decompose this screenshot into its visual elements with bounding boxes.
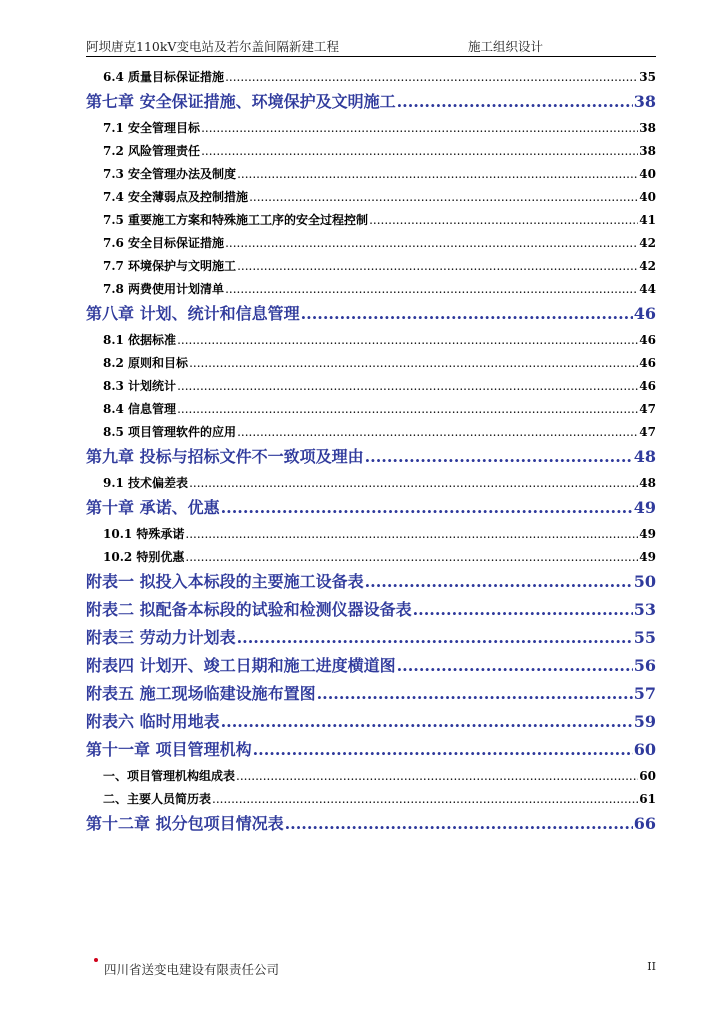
table-of-contents <box>86 62 656 835</box>
toc-entry-title: 8.2 原则和目标 <box>103 356 189 370</box>
toc-entry-page: 59 <box>633 712 656 731</box>
toc-entry-title: 附表六 临时用地表 <box>86 712 220 731</box>
toc-leader-dots <box>397 655 633 677</box>
toc-chapter-entry[interactable] <box>86 738 656 761</box>
toc-leader-dots <box>189 355 638 371</box>
toc-leader-dots <box>285 813 633 835</box>
toc-section-entry[interactable] <box>86 761 656 784</box>
toc-entry-page: 48 <box>639 476 656 490</box>
toc-entry-page: 57 <box>633 684 656 703</box>
toc-section-entry[interactable] <box>86 468 656 491</box>
toc-chapter-entry[interactable] <box>86 812 656 835</box>
toc-entry-page: 60 <box>639 769 656 783</box>
page-footer <box>86 957 656 977</box>
header-document-type: 施工组织设计 <box>468 39 544 54</box>
toc-entry-title: 第七章 安全保证措施、环境保护及文明施工 <box>86 92 396 111</box>
toc-entry-title: 附表五 施工现场临建设施布置图 <box>86 684 316 703</box>
toc-chapter-entry[interactable] <box>86 496 656 519</box>
toc-entry-title: 10.2 特别优惠 <box>103 550 185 564</box>
toc-leader-dots <box>369 212 638 228</box>
toc-chapter-entry[interactable] <box>86 598 656 621</box>
toc-leader-dots <box>212 791 638 807</box>
toc-section-entry[interactable] <box>86 228 656 251</box>
toc-entry-page: 49 <box>639 527 656 541</box>
toc-entry-title: 一、项目管理机构组成表 <box>103 769 236 783</box>
toc-section-entry[interactable] <box>86 371 656 394</box>
toc-entry-page: 61 <box>639 792 656 806</box>
toc-section-entry[interactable] <box>86 274 656 297</box>
footer-page-number: II <box>647 960 656 973</box>
toc-leader-dots <box>221 711 633 733</box>
toc-chapter-entry[interactable] <box>86 445 656 468</box>
toc-leader-dots <box>185 526 638 542</box>
toc-entry-title: 7.8 两费使用计划清单 <box>103 282 225 296</box>
toc-entry-page: 48 <box>633 447 656 466</box>
toc-entry-page: 41 <box>639 213 656 227</box>
toc-entry-title: 9.1 技术偏差表 <box>103 476 189 490</box>
toc-leader-dots <box>365 446 633 468</box>
toc-entry-title: 二、主要人员简历表 <box>103 792 212 806</box>
toc-chapter-entry[interactable] <box>86 90 656 113</box>
toc-entry-title: 附表一 拟投入本标段的主要施工设备表 <box>86 572 364 591</box>
toc-section-entry[interactable] <box>86 417 656 440</box>
toc-entry-title: 7.6 安全目标保证措施 <box>103 236 225 250</box>
toc-leader-dots <box>317 683 633 705</box>
toc-entry-page: 60 <box>633 740 656 759</box>
toc-entry-page: 49 <box>639 550 656 564</box>
toc-leader-dots <box>185 549 638 565</box>
toc-chapter-entry[interactable] <box>86 570 656 593</box>
toc-entry-title: 第八章 计划、统计和信息管理 <box>86 304 300 323</box>
toc-entry-page: 47 <box>639 425 656 439</box>
toc-entry-page: 40 <box>639 190 656 204</box>
toc-section-entry[interactable] <box>86 113 656 136</box>
toc-chapter-entry[interactable] <box>86 710 656 733</box>
toc-section-entry[interactable] <box>86 159 656 182</box>
toc-leader-dots <box>397 91 633 113</box>
toc-entry-title: 10.1 特殊承诺 <box>103 527 185 541</box>
toc-section-entry[interactable] <box>86 325 656 348</box>
toc-section-entry[interactable] <box>86 542 656 565</box>
toc-section-entry[interactable] <box>86 182 656 205</box>
toc-leader-dots <box>365 571 633 593</box>
toc-leader-dots <box>177 332 638 348</box>
toc-entry-title: 8.1 依据标准 <box>103 333 177 347</box>
toc-entry-title: 附表二 拟配备本标段的试验和检测仪器设备表 <box>86 600 412 619</box>
toc-entry-page: 50 <box>633 572 656 591</box>
toc-leader-dots <box>301 303 633 325</box>
footer-bullet-icon <box>94 958 98 962</box>
toc-section-entry[interactable] <box>86 784 656 807</box>
toc-leader-dots <box>177 401 638 417</box>
toc-leader-dots <box>221 497 633 519</box>
page-header <box>86 38 656 57</box>
toc-entry-page: 38 <box>633 92 656 111</box>
toc-entry-title: 附表三 劳动力计划表 <box>86 628 236 647</box>
toc-entry-title: 附表四 计划开、竣工日期和施工进度横道图 <box>86 656 396 675</box>
toc-entry-page: 46 <box>639 333 656 347</box>
toc-chapter-entry[interactable] <box>86 682 656 705</box>
toc-leader-dots <box>225 281 638 297</box>
toc-section-entry[interactable] <box>86 251 656 274</box>
toc-leader-dots <box>177 378 638 394</box>
toc-section-entry[interactable] <box>86 136 656 159</box>
toc-leader-dots <box>237 166 638 182</box>
toc-leader-dots <box>201 120 638 136</box>
toc-entry-page: 46 <box>633 304 656 323</box>
toc-entry-title: 7.1 安全管理目标 <box>103 121 201 135</box>
toc-entry-title: 6.4 质量目标保证措施 <box>103 70 225 84</box>
toc-chapter-entry[interactable] <box>86 302 656 325</box>
toc-entry-title: 7.2 风险管理责任 <box>103 144 201 158</box>
toc-entry-page: 44 <box>639 282 656 296</box>
toc-entry-page: 46 <box>639 379 656 393</box>
toc-chapter-entry[interactable] <box>86 626 656 649</box>
header-project-title: 阿坝唐克110kV变电站及若尔盖间隔新建工程 <box>86 39 339 54</box>
toc-section-entry[interactable] <box>86 62 656 85</box>
toc-entry-title: 7.4 安全薄弱点及控制措施 <box>103 190 249 204</box>
toc-leader-dots <box>225 235 638 251</box>
toc-section-entry[interactable] <box>86 394 656 417</box>
toc-leader-dots <box>189 475 638 491</box>
toc-entry-page: 55 <box>633 628 656 647</box>
toc-leader-dots <box>249 189 638 205</box>
toc-entry-title: 第十二章 拟分包项目情况表 <box>86 814 284 833</box>
toc-entry-page: 40 <box>639 167 656 181</box>
toc-entry-title: 第十一章 项目管理机构 <box>86 740 252 759</box>
toc-entry-page: 56 <box>633 656 656 675</box>
toc-leader-dots <box>237 424 638 440</box>
toc-entry-title: 8.5 项目管理软件的应用 <box>103 425 237 439</box>
toc-entry-page: 42 <box>639 259 656 273</box>
toc-entry-page: 35 <box>639 70 656 84</box>
toc-entry-page: 47 <box>639 402 656 416</box>
toc-section-entry[interactable] <box>86 519 656 542</box>
toc-entry-title: 7.5 重要施工方案和特殊施工工序的安全过程控制 <box>103 213 369 227</box>
toc-entry-page: 38 <box>639 144 656 158</box>
toc-entry-page: 49 <box>633 498 656 517</box>
toc-chapter-entry[interactable] <box>86 654 656 677</box>
toc-entry-title: 第十章 承诺、优惠 <box>86 498 220 517</box>
toc-leader-dots <box>236 768 638 784</box>
toc-entry-title: 8.3 计划统计 <box>103 379 177 393</box>
toc-leader-dots <box>201 143 638 159</box>
toc-leader-dots <box>237 258 638 274</box>
footer-company-name: 四川省送变电建设有限责任公司 <box>104 962 280 977</box>
toc-entry-page: 66 <box>633 814 656 833</box>
toc-section-entry[interactable] <box>86 348 656 371</box>
toc-leader-dots <box>237 627 633 649</box>
toc-entry-title: 7.7 环境保护与文明施工 <box>103 259 237 273</box>
toc-section-entry[interactable] <box>86 205 656 228</box>
toc-entry-title: 7.3 安全管理办法及制度 <box>103 167 237 181</box>
toc-entry-page: 46 <box>639 356 656 370</box>
toc-entry-title: 8.4 信息管理 <box>103 402 177 416</box>
toc-entry-page: 42 <box>639 236 656 250</box>
toc-leader-dots <box>253 739 633 761</box>
toc-leader-dots <box>413 599 633 621</box>
toc-entry-page: 53 <box>633 600 656 619</box>
toc-entry-page: 38 <box>639 121 656 135</box>
toc-entry-title: 第九章 投标与招标文件不一致项及理由 <box>86 447 364 466</box>
toc-leader-dots <box>225 69 638 85</box>
